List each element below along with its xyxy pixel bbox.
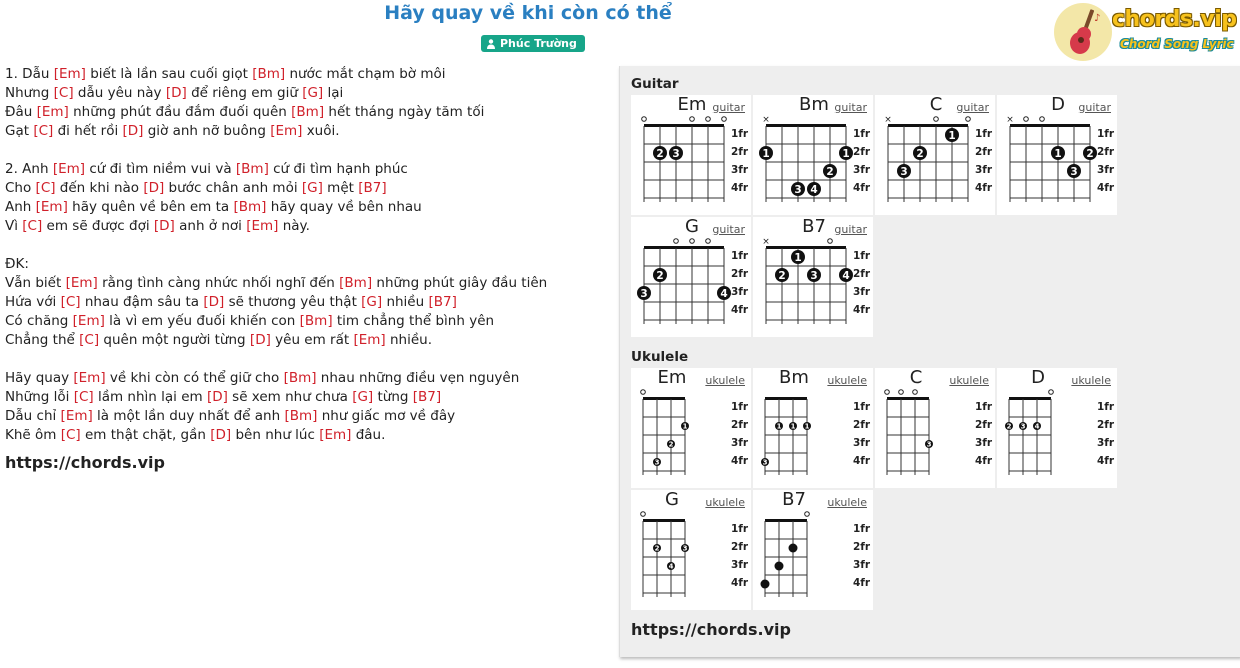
fret-label: 4fr [975,182,993,194]
fret-label: 2fr [1097,419,1115,431]
fret-label: 1fr [975,401,993,413]
fret-label: 4fr [853,455,871,467]
lyric-line [5,122,605,141]
chord-tag[interactable]: [Em] [73,370,106,386]
finger-number: 1 [682,422,688,431]
chord-tag[interactable]: [D] [206,389,228,405]
instrument-link[interactable]: guitar [956,101,989,114]
artist-name: Phúc Trường [500,37,577,50]
finger-number: 4 [842,270,850,282]
nut [766,246,846,249]
lyric-text: tim chẳng thể bình yên [332,313,495,329]
lyric-line [5,388,605,407]
open-string-mark [1040,117,1045,122]
fret-label: 3fr [731,286,749,298]
lyric-text: Anh [5,199,36,215]
fret-label: 3fr [975,437,993,449]
lyric-text: đi hết rồi [53,123,123,139]
open-string-mark [913,390,918,395]
lyric-line [5,65,605,84]
chord-tag[interactable]: [Em] [270,123,303,139]
chord-tag[interactable]: [Em] [319,427,352,443]
lyric-text: để riêng em giữ [186,85,303,101]
instrument-link[interactable]: ukulele [827,496,867,509]
nut [766,124,846,127]
lyric-text: Nhưng [5,85,54,101]
chord-tag[interactable]: [C] [35,180,56,196]
chord-tag[interactable]: [C] [53,85,74,101]
nut [1010,124,1090,127]
chord-tag[interactable]: [D] [249,332,271,348]
instrument-link[interactable]: guitar [834,101,867,114]
lyric-text: nhau đậm sâu ta [80,294,204,310]
chord-tag[interactable]: [D] [122,123,144,139]
instrument-link[interactable]: ukulele [827,374,867,387]
fret-label: 4fr [1097,182,1115,194]
guitar-chord-diagram[interactable] [753,217,873,337]
lyric-text: mệt [322,180,359,196]
finger-number: 3 [762,458,768,467]
open-string-mark [1049,390,1054,395]
open-string-mark [805,512,810,517]
finger-number: 2 [656,270,664,282]
nut [643,519,685,522]
chord-tag[interactable]: [G] [302,85,324,101]
nut [765,397,807,400]
finger-number: 4 [720,288,728,300]
fret-label: 2fr [1097,146,1115,158]
fret-label: 3fr [731,559,749,571]
chord-tag[interactable]: [G] [352,389,374,405]
chord-tag[interactable]: [Em] [246,218,279,234]
muted-string-mark: × [1006,115,1014,125]
chord-name: C [909,367,923,388]
lyric-text: là vì em yếu đuối khiến con [104,313,300,329]
lyric-text: lại [323,85,344,101]
muted-string-mark: × [762,237,770,247]
chord-tag[interactable]: [Bm] [299,313,333,329]
lyric-line [5,331,605,350]
lyric-text: 1. Dẫu [5,66,54,82]
finger-number: 1 [1054,148,1062,160]
lyric-text: Vẫn biết [5,275,66,291]
lyric-text: Hãy quay [5,370,74,386]
instrument-link[interactable]: ukulele [705,374,745,387]
open-string-mark [642,117,647,122]
lyric-line [5,407,605,426]
guitar-logo-icon [1054,3,1112,61]
instrument-link[interactable]: guitar [712,101,745,114]
instrument-link[interactable]: guitar [834,223,867,236]
ukulele-chord-diagram[interactable] [875,368,995,488]
guitar-chord-diagram[interactable] [631,217,751,337]
lyric-text: em thật chặt, gần [80,427,211,443]
nut [643,397,685,400]
open-string-mark [674,239,679,244]
lyric-line [5,312,605,331]
fret-label: 2fr [731,146,749,158]
lyric-line [5,103,605,122]
lyric-text: đến khi nào [55,180,144,196]
lyric-text: giờ anh nỡ buông [143,123,271,139]
nut [644,246,724,249]
nut [1009,397,1051,400]
finger-number: 1 [948,130,956,142]
finger-number: 3 [810,270,818,282]
open-string-mark [706,239,711,244]
chord-panel [619,66,1240,657]
lyric-line [5,350,605,369]
instrument-link[interactable]: ukulele [1071,374,1111,387]
lyric-text: đâu. [351,427,386,443]
chord-tag[interactable]: [Em] [36,104,69,120]
chord-name: B7 [782,489,806,510]
finger-number: 4 [668,562,674,571]
lyric-text: Cho [5,180,36,196]
finger-number: 1 [842,148,850,160]
fret-label: 2fr [731,419,749,431]
finger-dot [761,580,770,589]
fret-label: 4fr [853,304,871,316]
fret-label: 4fr [853,577,871,589]
open-string-mark [722,117,727,122]
open-string-mark [690,239,695,244]
fret-label: 2fr [731,268,749,280]
chord-tag[interactable]: [Em] [65,275,98,291]
chord-name: G [685,216,699,237]
chord-name: D [1051,94,1065,115]
open-string-mark [828,239,833,244]
chord-tag[interactable]: [C] [60,294,81,310]
lyric-text: biết là lần sau cuối giọt [85,66,253,82]
finger-number: 1 [794,252,802,264]
open-string-mark [641,512,646,517]
fret-label: 2fr [975,419,993,431]
finger-number: 3 [926,440,932,449]
chord-name: Bm [799,94,829,115]
fret-label: 3fr [731,164,749,176]
chord-name: Em [657,367,687,388]
ukulele-section-label: Ukulele [631,349,689,365]
open-string-mark [706,117,711,122]
lyric-line [5,141,605,160]
fret-label: 3fr [853,164,871,176]
muted-string-mark: × [884,115,892,125]
chord-tag[interactable]: [D] [153,218,175,234]
lyric-text: hãy quên về bên em ta [67,199,234,215]
fret-label: 2fr [853,146,871,158]
lyric-line [5,84,605,103]
finger-number: 2 [1086,148,1094,160]
fret-label: 3fr [975,164,993,176]
chord-tag[interactable]: [Em] [60,408,93,424]
lyric-line [5,198,605,217]
lyric-text: Khẽ ôm [5,427,61,443]
lyric-text: là một lần duy nhất để anh [92,408,285,424]
chord-tag[interactable]: [C] [33,123,54,139]
ukulele-chord-diagram[interactable] [753,368,873,488]
fret-label: 2fr [853,268,871,280]
lyric-line [5,179,605,198]
lyric-text: về khi còn có thể giữ cho [105,370,284,386]
guitar-chord-grid [631,95,1117,337]
finger-number: 4 [810,184,818,196]
chord-tag[interactable]: [Em] [53,66,86,82]
fret-label: 3fr [1097,437,1115,449]
chord-name: C [929,94,943,115]
finger-number: 2 [826,166,834,178]
lyric-text: hết tháng ngày tăm tối [324,104,485,120]
finger-number: 3 [1020,422,1026,431]
chord-name: Bm [779,367,809,388]
ukulele-chord-diagram[interactable] [997,368,1117,488]
fret-label: 4fr [731,182,749,194]
finger-number: 2 [668,440,674,449]
lyric-text: dẫu yêu này [73,85,166,101]
chord-name: B7 [802,216,826,237]
lyric-text: rằng tình càng nhức nhối nghĩ đến [97,275,340,291]
guitar-chord-diagram[interactable] [753,95,873,215]
instrument-link[interactable]: guitar [712,223,745,236]
guitar-chord-diagram[interactable] [997,95,1117,215]
lyrics-site-link[interactable]: https://chords.vip [5,453,165,472]
chord-tag[interactable]: [Em] [52,161,86,177]
chord-name: Em [677,94,707,115]
lyric-text: hãy quay về bên nhau [266,199,422,215]
fret-label: 3fr [1097,164,1115,176]
ukulele-chord-diagram[interactable] [753,490,873,610]
finger-number: 1 [762,148,770,160]
lyric-text: nhiều [382,294,429,310]
nut [765,519,807,522]
chord-tag[interactable]: [B7] [358,180,387,196]
open-string-mark [966,117,971,122]
chord-tag[interactable]: [Bm] [291,104,325,120]
finger-number: 3 [900,166,908,178]
chord-tag[interactable]: [D] [203,294,225,310]
fret-label: 2fr [731,541,749,553]
fret-label: 3fr [853,559,871,571]
logo-tagline: Chord Song Lyric [1120,37,1234,51]
ukulele-chord-grid [631,368,1117,610]
fret-label: 1fr [975,128,993,140]
fret-label: 3fr [853,437,871,449]
instrument-link[interactable]: ukulele [705,496,745,509]
finger-number: 3 [640,288,648,300]
lyric-text: từng [373,389,413,405]
chord-tag[interactable]: [Bm] [252,66,286,82]
fret-label: 1fr [1097,128,1115,140]
open-string-mark [690,117,695,122]
finger-number: 2 [916,148,924,160]
chord-tag[interactable]: [Em] [72,313,105,329]
instrument-link[interactable]: guitar [1078,101,1111,114]
open-string-mark [885,390,890,395]
lyric-line [5,217,605,236]
lyric-text: ĐK: [5,256,29,272]
lyric-text: Chẳng thể [5,332,80,348]
fret-label: 1fr [731,401,749,413]
open-string-mark [899,390,904,395]
guitar-chord-diagram[interactable] [631,95,751,215]
chord-tag[interactable]: [Em] [35,199,68,215]
lyric-text: nước mắt chạm bờ môi [285,66,446,82]
song-title: Hãy quay về khi còn có thể [384,2,672,24]
lyric-text: Hứa với [5,294,61,310]
chord-tag[interactable]: [G] [301,180,323,196]
lyric-line [5,160,605,179]
site-logo[interactable] [1054,3,1236,61]
finger-number: 1 [804,422,810,431]
lyric-text: 2. Anh [5,161,53,177]
lyric-line [5,274,605,293]
lyric-text: yêu em rất [270,332,354,348]
finger-dot [789,544,798,553]
muted-string-mark: × [762,115,770,125]
lyric-text: nhau những điều vẹn nguyên [316,370,520,386]
svg-text:♪: ♪ [1094,13,1101,24]
chord-tag[interactable]: [C] [73,389,94,405]
lyric-line [5,293,605,312]
chord-tag[interactable]: [Bm] [233,199,267,215]
fret-label: 1fr [731,128,749,140]
chord-tag[interactable]: [Bm] [283,370,317,386]
lyric-text: bên như lúc [231,427,320,443]
guitar-chord-diagram[interactable] [875,95,995,215]
finger-number: 3 [682,544,688,553]
lyric-text: lầm nhìn lại em [93,389,207,405]
fret-label: 2fr [853,419,871,431]
lyric-text: sẽ xem như chưa [227,389,353,405]
fret-label: 1fr [731,250,749,262]
chord-tag[interactable]: [D] [210,427,232,443]
finger-number: 3 [1070,166,1078,178]
lyric-text: nhiều. [385,332,432,348]
chord-tag[interactable]: [Bm] [235,161,269,177]
chord-name: G [665,489,679,510]
panel-site-link[interactable]: https://chords.vip [631,620,791,639]
lyric-text: những phút đầu đắm đuối quên [68,104,292,120]
chord-tag[interactable]: [C] [79,332,100,348]
finger-number: 3 [654,458,660,467]
chord-tag[interactable]: [B7] [412,389,442,405]
fret-label: 1fr [853,401,871,413]
lyric-line [5,369,605,388]
open-string-mark [641,390,646,395]
fret-label: 1fr [853,128,871,140]
chord-tag[interactable]: [Bm] [284,408,318,424]
fret-label: 1fr [853,523,871,535]
lyric-text: cứ đi tìm niềm vui và [85,161,236,177]
chord-tag[interactable]: [Bm] [339,275,373,291]
chord-tag[interactable]: [C] [22,218,43,234]
finger-number: 2 [654,544,660,553]
lyric-line [5,426,605,445]
lyric-text: bước chân anh mỏi [164,180,302,196]
finger-number: 3 [672,148,680,160]
finger-number: 3 [794,184,802,196]
lyric-text: những phút giây đầu tiên [372,275,548,291]
lyric-text: Có chăng [5,313,73,329]
fret-label: 4fr [731,577,749,589]
lyric-text: như giấc mơ về đây [317,408,456,424]
person-icon [487,39,495,49]
instrument-link[interactable]: ukulele [949,374,989,387]
fret-label: 4fr [731,455,749,467]
fret-label: 4fr [1097,455,1115,467]
nut [887,397,929,400]
chord-tag[interactable]: [B7] [428,294,457,310]
fret-label: 4fr [853,182,871,194]
lyric-text: Vì [5,218,23,234]
finger-number: 2 [1006,422,1012,431]
lyric-line [5,236,605,255]
open-string-mark [1024,117,1029,122]
nut [644,124,724,127]
lyric-text: sẽ thương yêu thật [224,294,362,310]
fret-label: 2fr [853,541,871,553]
open-string-mark [934,117,939,122]
chord-tag[interactable]: [D] [165,85,187,101]
lyric-line [5,255,605,274]
ukulele-chord-diagram[interactable] [631,368,751,488]
lyric-text: Những lỗi [5,389,74,405]
artist-badge[interactable] [481,35,585,52]
nut [888,124,968,127]
fret-label: 2fr [975,146,993,158]
logo-text: chords.vip [1112,7,1237,32]
lyric-text: này. [278,218,310,234]
lyric-text: Dẫu chỉ [5,408,61,424]
lyric-lines [5,65,605,445]
ukulele-chord-diagram[interactable] [631,490,751,610]
lyric-text: quên một người từng [99,332,250,348]
chord-tag[interactable]: [C] [60,427,81,443]
finger-number: 2 [656,148,664,160]
fret-label: 1fr [853,250,871,262]
finger-number: 4 [1034,422,1040,431]
finger-number: 1 [776,422,782,431]
chord-tag[interactable]: [G] [361,294,383,310]
lyric-text: xuôi. [302,123,340,139]
chord-name: D [1031,367,1045,388]
lyric-text: anh ở nơi [174,218,247,234]
lyric-text: Đâu [5,104,37,120]
finger-number: 2 [778,270,786,282]
guitar-section-label: Guitar [631,76,679,92]
fret-label: 1fr [731,523,749,535]
finger-dot [775,562,784,571]
lyric-text: Gạt [5,123,34,139]
lyrics-section [5,65,605,472]
lyric-text: em sẽ được đợi [42,218,154,234]
fret-label: 3fr [731,437,749,449]
fret-label: 4fr [975,455,993,467]
chord-tag[interactable]: [D] [143,180,165,196]
chord-tag[interactable]: [Em] [353,332,386,348]
fret-label: 3fr [853,286,871,298]
lyric-text: cứ đi tìm hạnh phúc [268,161,408,177]
fret-label: 4fr [731,304,749,316]
finger-number: 1 [790,422,796,431]
fret-label: 1fr [1097,401,1115,413]
